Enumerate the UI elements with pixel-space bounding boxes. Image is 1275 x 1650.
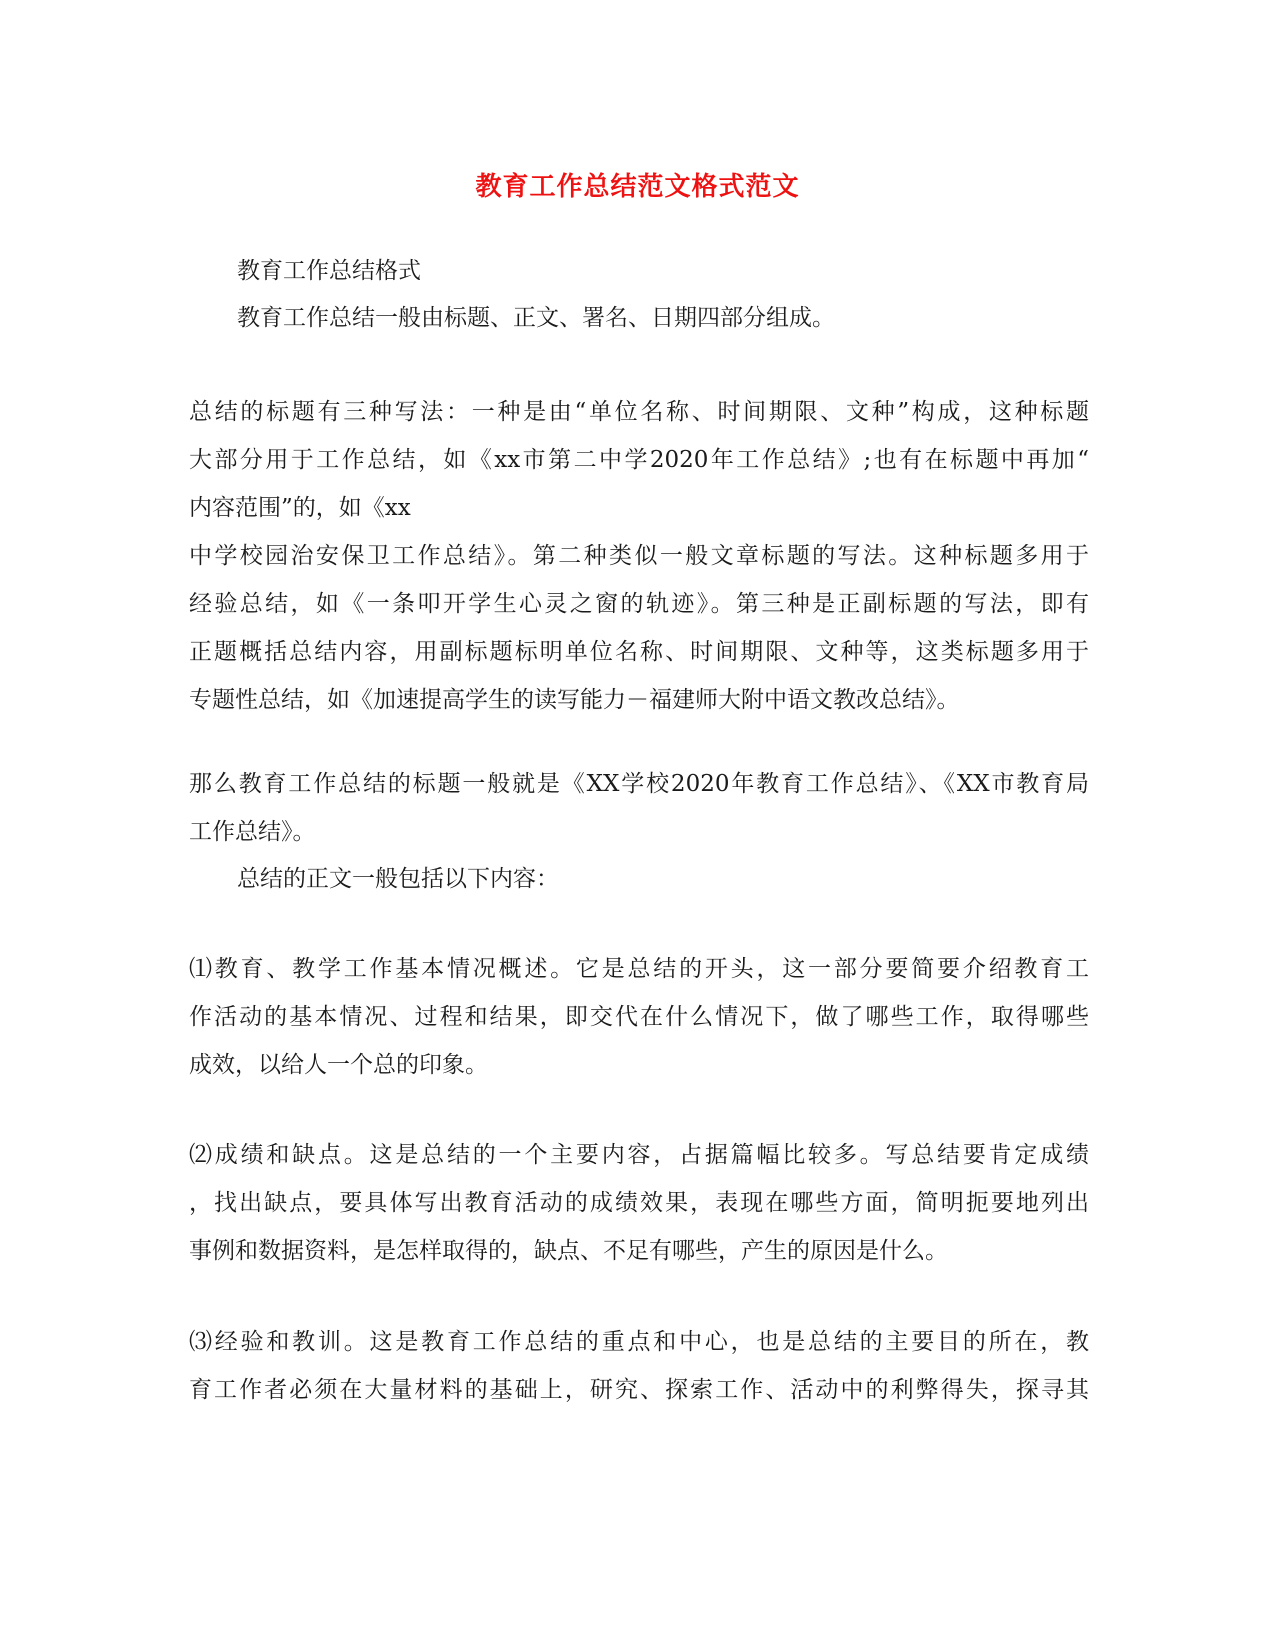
text-line: 教育工作总结格式 xyxy=(237,258,421,284)
text-line: ⑶经验和教训。这是教育工作总结的重点和中心，也是总结的主要目的所在，教 xyxy=(189,1329,1089,1355)
paragraph-item-2 xyxy=(189,1131,1089,1275)
paragraph-item-3 xyxy=(189,1318,1089,1414)
text-line: 总结的正文一般包括以下内容： xyxy=(237,866,559,892)
paragraph-title-example xyxy=(189,760,1089,856)
text-line: ⑴教育、教学工作基本情况概述。它是总结的开头，这一部分要简要介绍教育工 xyxy=(189,956,1089,982)
text-line: ，找出缺点，要具体写出教育活动的成绩效果，表现在哪些方面，简明扼要地列出 xyxy=(189,1190,1089,1216)
text-line: 大部分用于工作总结，如《xx市第二中学2020年工作总结》;也有在标题中再加“ xyxy=(189,447,1089,473)
text-line: 育工作者必须在大量材料的基础上，研究、探索工作、活动中的利弊得失，探寻其 xyxy=(189,1377,1089,1403)
document-title: 教育工作总结范文格式范文 xyxy=(475,172,800,202)
text-line: 总结的标题有三种写法：一种是由“单位名称、时间期限、文种”构成，这种标题 xyxy=(189,399,1089,425)
paragraph-intro xyxy=(189,294,1089,342)
text-line: 专题性总结，如《加速提高学生的读写能力－福建师大附中语文教改总结》。 xyxy=(189,687,960,713)
text-line: 那么教育工作总结的标题一般就是《XX学校2020年教育工作总结》、《XX市教育局 xyxy=(189,771,1089,797)
text-line: 正题概括总结内容，用副标题标明单位名称、时间期限、文种等，这类标题多用于 xyxy=(189,639,1089,665)
text-line: 事例和数据资料，是怎样取得的，缺点、不足有哪些，产生的原因是什么。 xyxy=(189,1238,948,1264)
text-line: 经验总结，如《一条叩开学生心灵之窗的轨迹》。第三种是正副标题的写法，即有 xyxy=(189,591,1089,617)
text-line: ⑵成绩和缺点。这是总结的一个主要内容，占据篇幅比较多。写总结要肯定成绩 xyxy=(189,1142,1089,1168)
text-line: 中学校园治安保卫工作总结》。第二种类似一般文章标题的写法。这种标题多用于 xyxy=(189,543,1089,569)
paragraph-item-1 xyxy=(189,945,1089,1089)
text-line: 作活动的基本情况、过程和结果，即交代在什么情况下，做了哪些工作，取得哪些 xyxy=(189,1004,1089,1030)
paragraph-body-intro xyxy=(189,855,1089,903)
paragraph-heading xyxy=(189,247,1089,295)
text-line: 成效，以给人一个总的印象。 xyxy=(189,1052,488,1078)
text-line: 工作总结》。 xyxy=(189,819,316,845)
paragraph-title-styles xyxy=(189,388,1089,724)
text-line: 内容范围”的，如《xx xyxy=(189,495,411,521)
text-line: 教育工作总结一般由标题、正文、署名、日期四部分组成。 xyxy=(237,305,835,331)
